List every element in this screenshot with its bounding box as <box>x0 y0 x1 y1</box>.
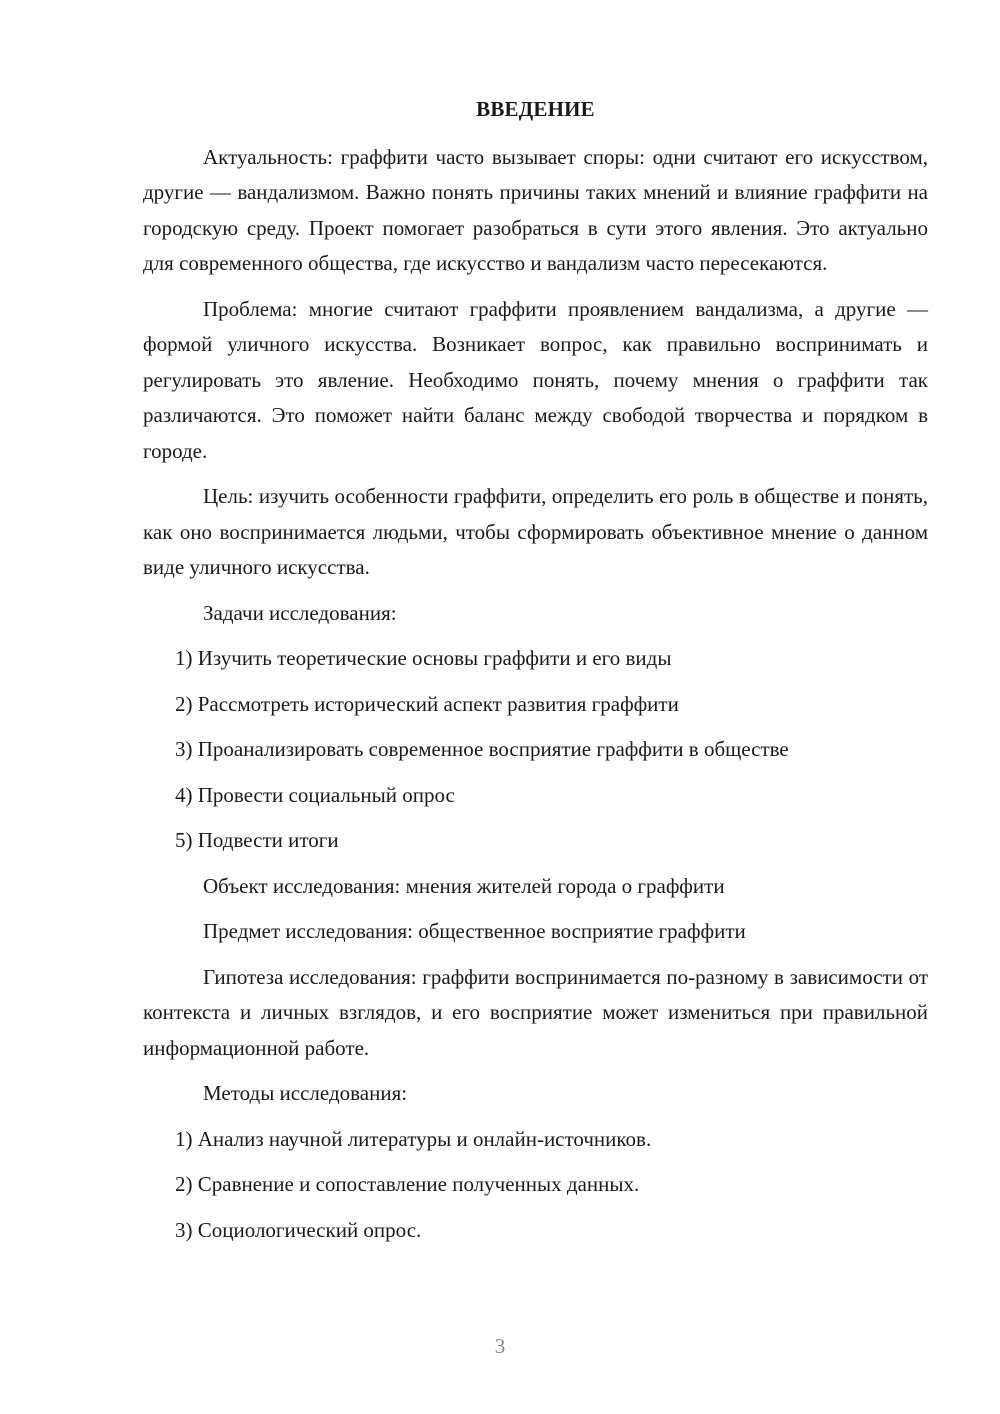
task-item: 3) Проанализировать современное восприятие граффити в обществе <box>175 737 789 761</box>
task-item: 2) Рассмотреть исторический аспект развития граффити <box>175 691 679 716</box>
problem-paragraph: Проблема: многие считают граффити проявлением вандализма, а другие — формой уличного искусства. Возникает вопрос, как правильно воспринимать и регулировать это явление. Необходимо понять, почему мнения о граффити так различаются. Это поможет найти баланс между свободой творчества и порядком в городе. <box>143 296 928 463</box>
goal-paragraph: Цель: изучить особенности граффити, определить его роль в обществе и понять, как оно воспринимается людьми, чтобы сформировать объективное мнение о данном виде уличного искусства. <box>143 484 928 579</box>
method-item: 2) Сравнение и сопоставление полученных данных. <box>175 1172 640 1196</box>
relevance-paragraph: Актуальность: граффити часто вызывает споры: одни считают его искусством, другие — вандализмом. Важно понять причины таких мнений и влияние граффити на городскую среду. Проект помогает разобраться в сути этого явления. Это актуально для современного общества, где искусство и вандализм часто пересекаются. <box>143 144 928 275</box>
research-subject: Предмет исследования: общественное восприятие граффити <box>203 919 746 943</box>
methods-heading: Методы исследования: <box>203 1081 408 1105</box>
hypothesis-paragraph: Гипотеза исследования: граффити воспринимается по-разному в зависимости от контекста и личных взглядов, и его восприятие может измениться при правильной информационной работе. <box>143 964 928 1060</box>
page-number: 3 <box>494 1334 506 1358</box>
research-object: Объект исследования: мнения жителей города о граффити <box>203 873 725 898</box>
tasks-heading: Задачи исследования: <box>203 600 397 625</box>
task-item: 5) Подвести итоги <box>175 828 339 852</box>
method-item: 3) Социологический опрос. <box>175 1217 422 1242</box>
section-title: ВВЕДЕНИЕ <box>476 97 595 121</box>
task-item: 1) Изучить теоретические основы граффити и его виды <box>175 646 672 670</box>
method-item: 1) Анализ научной литературы и онлайн-источников. <box>175 1126 652 1151</box>
task-item: 4) Провести социальный опрос <box>175 782 455 807</box>
document-page <box>143 92 928 1258</box>
